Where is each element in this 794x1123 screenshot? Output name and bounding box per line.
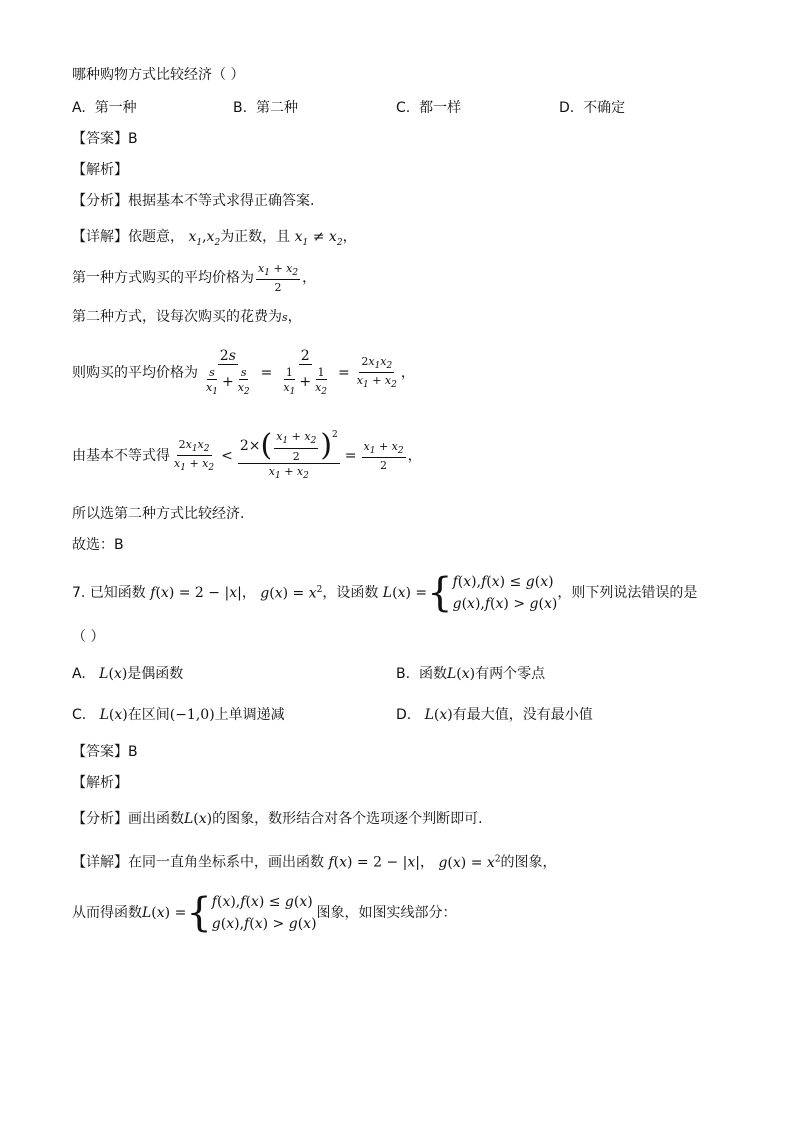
line-text: ， xyxy=(407,448,422,464)
formula-Lx: L(x) xyxy=(446,666,476,682)
q6-option-a-label: A. xyxy=(72,100,86,116)
formula-x1x2: $x_1,x_2$ xyxy=(188,229,221,248)
brace: { xyxy=(427,570,453,616)
question-number: 7. xyxy=(72,585,86,601)
q6-line3 xyxy=(72,310,302,324)
line-text: ， xyxy=(302,270,317,287)
option-label: D. xyxy=(396,707,412,723)
detail-tag: 【详解】 xyxy=(72,229,128,245)
option-text: 有两个零点 xyxy=(475,666,546,682)
option-label: B. xyxy=(396,666,411,682)
stem-text: 已知函数 xyxy=(89,585,146,601)
last-text: 从而得函数 xyxy=(72,905,142,921)
formula-f: f(x) = 2 − |x| xyxy=(328,854,420,871)
line-text: 由基本不等式得 xyxy=(72,448,170,464)
fenxi-text: 画出函数 xyxy=(128,811,184,827)
q6-option-b[interactable] xyxy=(233,101,298,115)
q7-stem xyxy=(72,570,697,616)
q7-option-c[interactable] xyxy=(72,708,285,722)
option-label: C. xyxy=(72,707,87,723)
q6-option-c[interactable] xyxy=(396,101,461,115)
option-text: 是偶函数 xyxy=(127,666,184,682)
detail-tag: 【详解】 xyxy=(72,854,128,871)
q7-paren: （ ） xyxy=(72,629,105,645)
q7-answer xyxy=(72,745,138,759)
last-text: 图象，如图实线部分： xyxy=(316,905,457,921)
q6-line2 xyxy=(72,263,316,293)
q6-option-b-text: 第二种 xyxy=(255,100,298,116)
q6-line4: 则购买的平均价格为 2s $\frac{s}{x_1}$ + $\frac{s}{x_2}$ = 2 $\frac{1}{x_1}$ + $\frac{1}{x_2}$ = $\frac{2x_1x_2}{x_1 + x_2}$ ， xyxy=(72,347,415,398)
q7-analysis-tag: 【解析】 xyxy=(72,775,128,791)
q6-line7: 故选：B xyxy=(72,537,124,553)
formula-ineq-left: $\frac{2x_1x_2}{x_1 + x_2}$ xyxy=(174,437,215,474)
q6-line5: 由基本不等式得 $\frac{2x_1x_2}{x_1 + x_2}$ < 2× ( $\frac{x_1 + x_2}{2}$ ) $^2$ $x_1 + x_2$ = $\frac{x_1 + x_2}{2}$ ， xyxy=(72,428,422,481)
detail-text: 依题意， xyxy=(128,229,184,245)
q7-fenxi xyxy=(72,812,483,826)
answer-tag: 【答案】 xyxy=(72,744,128,760)
formula-ineq-mid: 2× ( $\frac{x_1 + x_2}{2}$ ) $^2$ $x_1 + x_2$ xyxy=(239,428,338,481)
formula-g: $g(x) = x^2$ xyxy=(255,584,323,602)
q7-option-b[interactable] xyxy=(396,667,545,681)
answer-value: B xyxy=(128,131,138,147)
option-text: 函数 xyxy=(418,666,447,682)
q6-stem: 哪种购物方式比较经济（ ） xyxy=(72,67,245,83)
formula-x1-ne-x2: $x_1 \ne x_2$ xyxy=(294,229,343,248)
q6-option-c-label: C. xyxy=(396,100,411,116)
option-text: 在区间 xyxy=(127,707,170,723)
answer-tag: 【答案】 xyxy=(72,131,128,147)
formula-interval: (−1,0) xyxy=(169,707,215,723)
q6-option-a[interactable] xyxy=(72,101,137,115)
formula-cases: f(x),f(x) ≤ g(x) g(x),f(x) > g(x) xyxy=(452,574,558,612)
formula-L: L(x) = xyxy=(378,585,428,601)
fenxi-tag: 【分析】 xyxy=(72,811,128,827)
formula-Lx: L(x) xyxy=(184,811,213,827)
q6-line6: 所以选第二种方式比较经济. xyxy=(72,506,245,522)
q6-option-a-text: 第一种 xyxy=(94,100,137,116)
line-text: 则购买的平均价格为 xyxy=(72,365,198,381)
q7-option-d[interactable] xyxy=(396,708,593,722)
formula-L: L(x) = xyxy=(142,905,187,921)
q6-answer xyxy=(72,132,138,146)
q7-detail xyxy=(72,855,557,870)
formula-Lx: L(x) xyxy=(95,707,128,723)
answer-value: B xyxy=(128,744,138,760)
fenxi-tag: 【分析】 xyxy=(72,193,128,209)
line-text: ， xyxy=(400,365,415,381)
formula-avg2-b: 2 $\frac{1}{x_1}$ + $\frac{1}{x_2}$ xyxy=(283,347,328,398)
formula-g: $g(x) = x^2$ xyxy=(438,854,501,871)
q6-option-b-label: B. xyxy=(233,100,248,116)
detail-text: ， xyxy=(342,229,357,245)
q6-option-d-text: 不确定 xyxy=(583,100,626,116)
q7-option-a[interactable] xyxy=(72,667,183,681)
detail-text: 在同一直角坐标系中，画出函数 xyxy=(128,854,324,871)
brace: { xyxy=(186,890,212,936)
line-text: 第二种方式，设每次购买的花费为 xyxy=(72,309,282,325)
detail-text: ， xyxy=(420,854,434,871)
option-text: 上单调递减 xyxy=(214,707,285,723)
formula-avg1: $\frac{x_1 + x_2}{2}$ xyxy=(258,262,299,295)
fenxi-text: 的图象，数形结合对各个选项逐个判断即可. xyxy=(212,811,483,827)
q6-option-c-text: 都一样 xyxy=(419,100,462,116)
q6-fenxi xyxy=(72,194,314,208)
formula-s: s xyxy=(282,311,288,324)
q6-detail-line1 xyxy=(72,230,357,248)
fenxi-text: 根据基本不等式求得正确答案. xyxy=(128,193,315,209)
formula-cases: f(x),f(x) ≤ g(x) g(x),f(x) > g(x) xyxy=(211,894,317,932)
option-text: 有最大值，没有最小值 xyxy=(452,707,593,723)
detail-text: 的图象， xyxy=(500,854,557,871)
option-label: A. xyxy=(72,666,86,682)
stem-text: ，设函数 xyxy=(322,585,379,601)
formula-avg2-c: $\frac{2x_1x_2}{x_1 + x_2}$ xyxy=(356,354,397,391)
q6-option-d[interactable] xyxy=(559,101,625,115)
detail-text: 为正数，且 xyxy=(220,229,291,245)
formula-Lx: L(x) xyxy=(420,707,453,723)
formula-Lx: L(x) xyxy=(94,666,128,682)
q6-analysis-tag: 【解析】 xyxy=(72,162,128,178)
line-text: 第一种方式购买的平均价格为 xyxy=(72,270,254,287)
stem-text: ，则下列说法错误的是 xyxy=(557,585,698,601)
formula-f: f(x) = 2 − |x| xyxy=(145,585,242,601)
line-text: ， xyxy=(287,309,302,325)
q6-option-d-label: D. xyxy=(559,100,575,116)
stem-text: ， xyxy=(241,585,256,601)
formula-avg2-a: 2s $\frac{s}{x_1}$ + $\frac{s}{x_2}$ xyxy=(206,347,250,398)
q7-last xyxy=(72,890,457,936)
formula-ineq-right: $\frac{x_1 + x_2}{2}$ xyxy=(363,439,404,473)
